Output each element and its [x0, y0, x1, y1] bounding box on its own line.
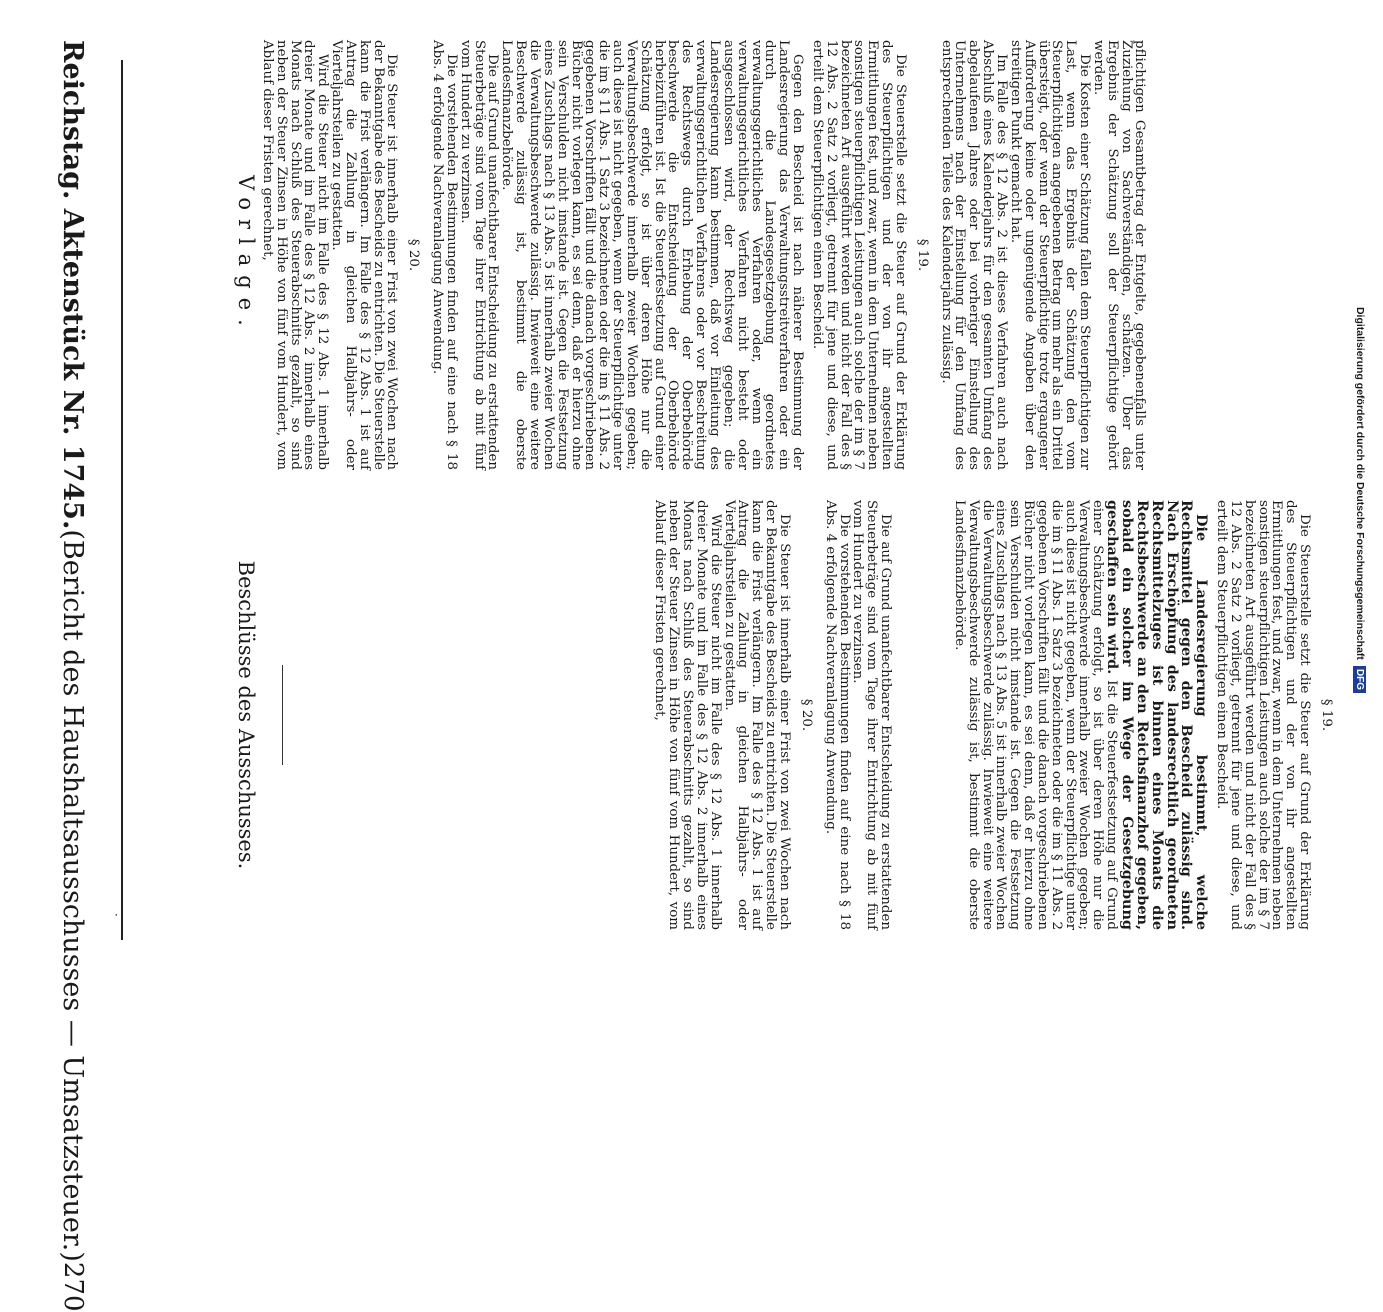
- section-heading: § 20.: [798, 698, 814, 732]
- right-column-title: Beschlüsse des Ausschusses.: [234, 560, 258, 870]
- left-paragraph: Die Steuer ist innerhalb einer Frist von zwei Wochen nach der Bekanntgabe des Bescheids zu entrichten. Die Steuerstelle kann die Frist verlängern. Im Falle des § 12 Abs. 1 ist auf Antrag die Zahlung in gleichen Halbjahrs- oder Vierteljahrsteilen zu gestatten.: [329, 40, 400, 470]
- right-column: [323, 500, 1343, 930]
- left-paragraph: Die Kosten einer Schätzung fallen dem Steuerpflichtigen zur Last, wenn das Ergebnis der Schätzung den vom Steuerpflichtigen angegebenen Betrag um mehr als ein Drittel übersteigt, oder wenn der Steuerpflichtige trotz ergangener Aufforderung keine oder ungenügende Angaben über den streitigen Punkt gemacht hat.: [1007, 40, 1093, 470]
- dfg-logo: DFG: [1354, 666, 1367, 693]
- left-column-title: Vorlage.: [234, 175, 258, 335]
- page-number: 270: [58, 1261, 88, 1312]
- credit-text: Digitalisierung gefördert durch die Deutsche Forschungsgemeinschaft: [1354, 306, 1366, 660]
- left-paragraph: Gegen den Bescheid ist nach näherer Bestimmung der Landesregierung das Verwaltungsstreitverfahren oder ein durch die Landesgesetzgebung geordnetes verwaltungsgerichtliches Verfahren oder, wenn ein verwaltungsgerichtliches Verfahren nicht besteht oder ausgeschlossen wird, der Rechtsweg gegeben; die Landesregierung kann bestimmen, daß vor Einleitung des verwaltungsgerichtlichen Verfahrens oder vor Beschreitung des Rechtswegs durch Erhebung der Oberbehörde beschwerde die Entscheidung der Oberbehörde herbeizuführen ist. Ist die Steuerfestsetzung auf Grund einer Schätzung erfolgt, so ist über deren Höhe nur die Verwaltungsbeschwerde innerhalb zweier Wochen gegeben; auch diese ist nicht gegeben, wenn der Steuerpflichtige unter die im § 11 Abs. 1 Satz 3 bezeichneten oder die im § 11 Abs. 2 gegebenen Vorschriften fällt und die danach vorgeschriebenen Bücher nicht vorlegen kann, es sei denn, daß er hierzu ohne sein Verschulden nicht imstande ist. Gegen die Festsetzung eines Zuschlags nach § 13 Abs. 5 ist innerhalb zweier Wochen die Verwaltungsbeschwerde zulässig. Inwieweit eine weitere Beschwerde zulässig ist, bestimmt die oberste Landesfinanzbehörde.: [499, 40, 806, 470]
- left-paragraph: Die Steuerstelle setzt die Steuer auf Grund der Erklärung des Steuerpflichtigen und der von ihr angestellten Ermittlungen fest, und zwar, wenn in dem Unternehmen neben sonstigen steuerpflichtigen Leistungen auch solche der im § 7 bezeichneten Art ausgeführt werden und nicht der Fall des § 12 Abs. 2 Satz 2 vorliegt, getrennt für jene und diese, und erteilt dem Steuerpflichtigen einen Bescheid.: [809, 40, 908, 470]
- header-left: Reichstag. Aktenstück Nr. 1745.: [57, 40, 89, 530]
- stray-dot: ·: [109, 913, 123, 917]
- right-paragraph: Die vorstehenden Bestimmungen finden auf eine nach § 18 Abs. 4 erfolgende Nachveranlagung Anwendung.: [822, 500, 852, 930]
- page-header: [43, 40, 103, 1312]
- header-rule: [121, 60, 123, 940]
- left-column: [259, 40, 1148, 470]
- right-paragraph: Die Steuerstelle setzt die Steuer auf Grund der Erklärung des Steuerpflichtigen und der von ihr angestellten Ermittlungen fest, und zwar, wenn in dem Unternehmen neben sonstigen steuerpflichtigen Leistungen auch solche der im § 7 bezeichneten Art ausgeführt werden und nicht der Fall des § 12 Abs. 2 Satz 2 vorliegt, getrennt für jene und diese, und erteilt dem Steuerpflichtigen einen Bescheid.: [1214, 500, 1313, 930]
- left-paragraph: Die vorstehenden Bestimmungen finden auf eine nach § 18 Abs. 4 erfolgende Nachveranlagung Anwendung.: [430, 40, 459, 470]
- header-center: (Bericht des Haushaltsausschusses — Umsatzsteuer.): [57, 529, 89, 1262]
- right-paragraph: [951, 500, 1211, 930]
- section-heading: § 19.: [1319, 698, 1334, 732]
- right-paragraph: Die Steuer ist innerhalb einer Frist von zwei Wochen nach der Bekanntgabe des Bescheids zu entrichten. Die Steuerstelle kann die Frist verlängern. Im Falle des § 12 Abs. 1 ist auf Antrag die Zahlung in gleichen Halbjahrs- oder Vierteljahrsteilen zu gestatten.: [721, 500, 792, 930]
- section-heading: § 19.: [914, 238, 930, 272]
- right-paragraph: Die auf Grund unanfechtbarer Entscheidung zu erstattenden Steuerbeträge sind vom Tage ihrer Entrichtung ab mit fünf vom Hundert zu verzinsen.: [850, 500, 894, 930]
- amendment-continuation: Ist die Steuerfestsetzung auf Grund einer Schätzung erfolgt, so ist über deren Höhe nur die Verwaltungsbeschwerde innerhalb zweier Wochen gegeben; auch diese ist nicht gegeben, wenn der Steuerpflichtige unter die im § 11 Abs. 1 Satz 3 bezeichneten oder die im § 11 Abs. 2 gegebenen Vorschriften fällt und die danach vorgeschriebenen Bücher nicht vorlegen kann, es sei denn, daß er hierzu ohne sein Verschulden nicht imstande ist. Gegen die Festsetzung eines Zuschlags nach § 13 Abs. 5 ist innerhalb zweier Wochen die Verwaltungsbeschwerde zulässig. Inwieweit eine weitere Verwaltungsbeschwerde zulässig ist, bestimmt die oberste Landesfinanzbehörde.: [951, 500, 1120, 930]
- bold-amendment: Die Landesregierung bestimmt, welche Rechtsmittel gegen den Bescheid zulässig sind. Nach Erschöpfung des landesrechtlich geordneten Rechtsmittelzuges ist binnen eines Monats die Rechtsbeschwerde an den Reichsfinanzhof gegeben, sobald ein solcher im Wege der Gesetzgebung geschaffen sein wird.: [1104, 500, 1211, 930]
- title-rule: [282, 665, 283, 765]
- digitization-credit: [1349, 10, 1371, 990]
- left-paragraph: pflichtigen Gesamtbetrag der Entgelte, gegebenenfalls unter Zuziehung von Sachverständigen, schätzen. Über das Ergebnis der Schätzung soll der Steuerpflichtige gehört werden.: [1090, 40, 1148, 470]
- right-paragraph: Wird die Steuer nicht im Falle des § 12 Abs. 1 innerhalb dreier Monate und im Falle des § 12 Abs. 2 innerhalb eines Monats nach Schluß des Steuerabschnitts gezahlt, so sind neben der Steuer Zinsen in Höhe von fünf vom Hundert, vom Ablauf dieser Fristen gerechnet,: [652, 500, 723, 930]
- left-paragraph: Wird die Steuer nicht im Falle des § 12 Abs. 1 innerhalb dreier Monate und im Falle des § 12 Abs. 2 innerhalb eines Monats nach Schluß des Steuerabschnitts gezahlt, so sind neben der Steuer Zinsen in Höhe von fünf vom Hundert, vom Ablauf dieser Fristen gerechnet,: [259, 40, 331, 470]
- left-paragraph: Die auf Grund unanfechtbarer Entscheidung zu erstattenden Steuerbeträge sind vom Tage ihrer Entrichtung ab mit fünf vom Hundert zu verzinsen.: [457, 40, 501, 470]
- section-heading: § 20.: [406, 238, 422, 272]
- left-paragraph: Im Falle des § 12 Abs. 2 ist dieses Verfahren auch nach Abschluß eines Kalenderjahrs für den gesamten Umfang des abgelaufenen Jahres oder bei vorheriger Einstellung des Unternehmens nach der Einstellung für den Umfang des entsprechenden Teiles des Kalenderjahrs zulässig.: [938, 40, 1010, 470]
